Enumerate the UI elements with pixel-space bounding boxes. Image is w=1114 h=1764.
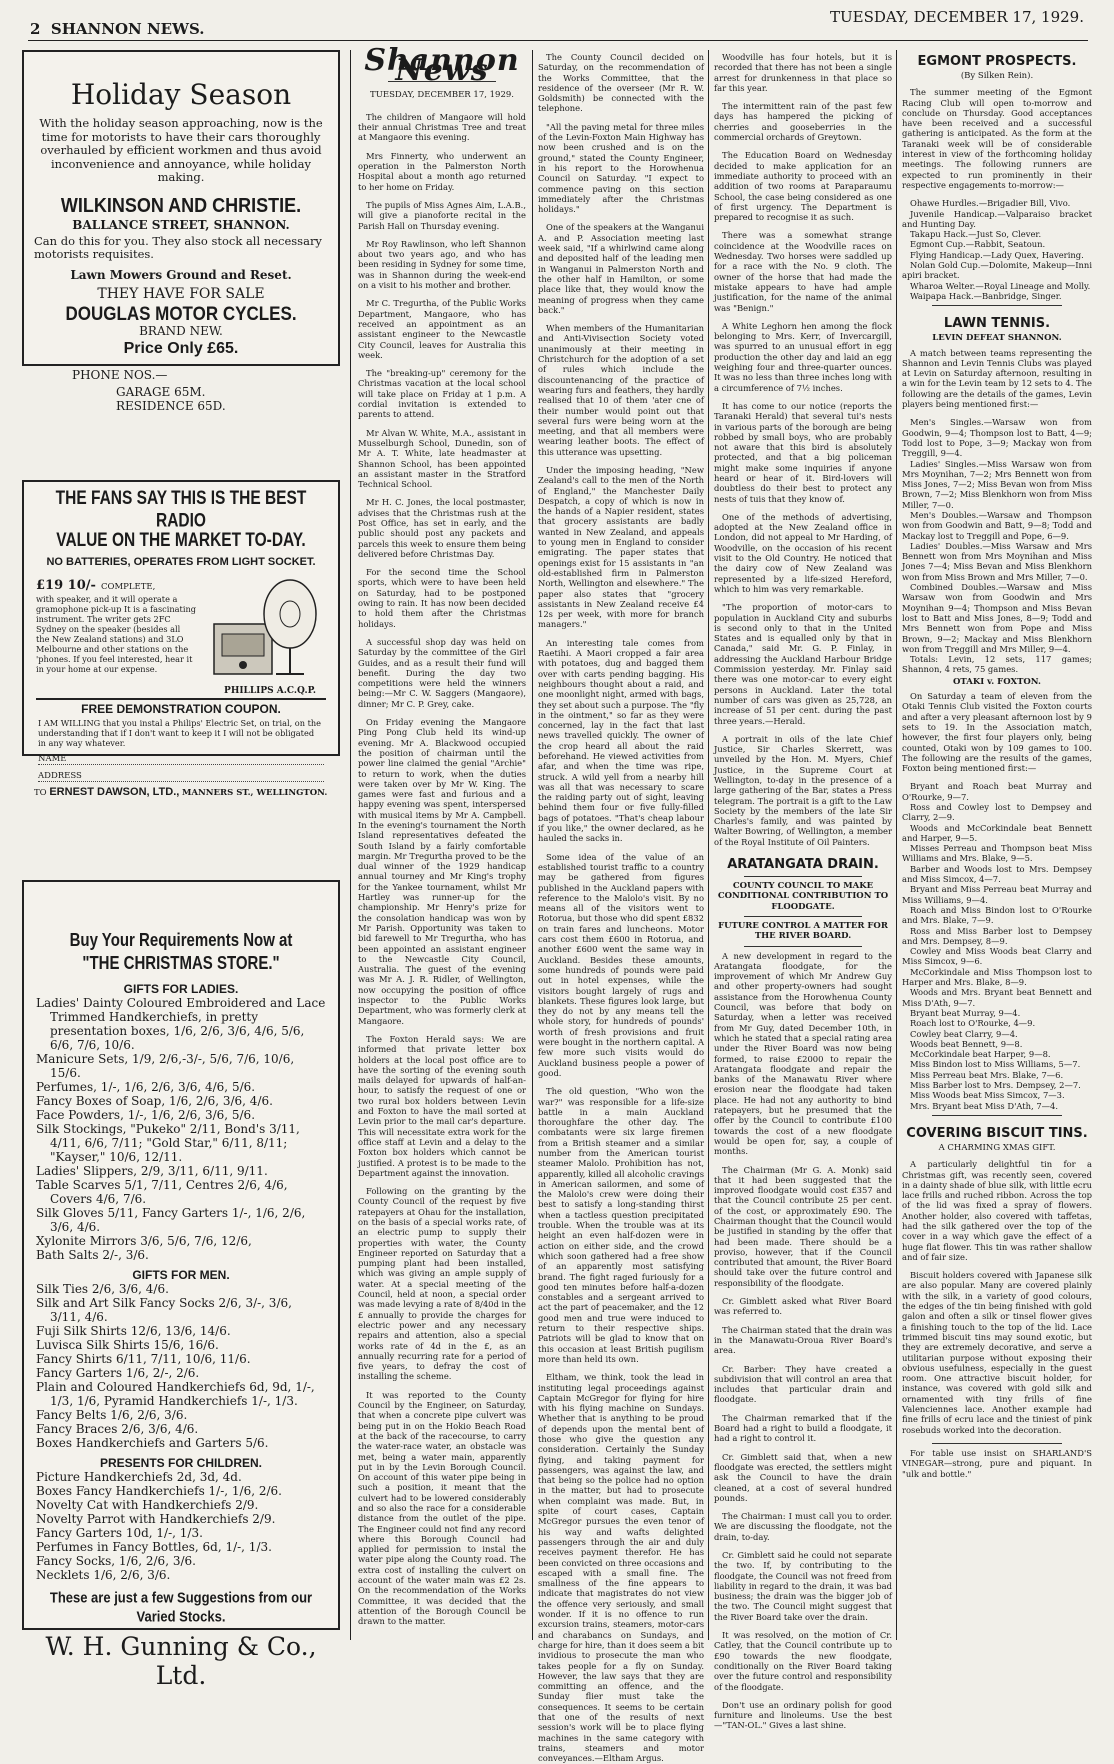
news-paragraph: Eltham, we think, took the lead in instituting legal proceedings against Captain McGregor for flying for hire with his flying machine on Sundays. Whether that is anything to be proud of depends upon the mental bent of those who give the question any consideration. Certainly the Sunday flying, and taking payment for passengers, was against the law, and that being so the police had no option in the matter, but had to prosecute when complaint was made. But, in spite of court cases, Captain McGregor pursues the even tenor of his way and wafts delighted passengers through the air and duly receives payment therefor. He has been convicted on three occasions and escaped with a small fine. The smallness of the fine appears to indicate that magistrates do not view the offence very seriously, and small wonder. If it is no offence to run excursion trains, steamers, motor-cars and charabancs on Sundays, and charge for hire, than it does seem a bit invidious to prosecute the man who takes people for a fly on Sunday. However, the law says that they are committing an offence, and the Sunday flier must take the consequences. It seems to be certain that one of the results of next session's work will be to place flying machines in the same category with trains, steamers and motor conveyances.—Eltham Argus. bbox=[538, 1372, 704, 1764]
otaki-results bbox=[902, 781, 1092, 1111]
news-paragraph: An interesting tale comes from Raetihi. A Maori cropped a fair area with potatoes, dug and bagged them over with carts pending bagging. His neighbours thought about a raid, and one moonlight night, armed with bags, they set about such a purpose. The "fly in the ointment," so far as they were concerned, lay in the fact that last news travelled quickly. The owner of the crop heard all about the raid beforehand. He viewed activities from afar, and when the time was ripe, struck. A wild yell from a nearby hill was all that was necessary to scare the raiding party out of sight, leaving behind them four or five fully-filled bags of potatoes. "That's cheap labour if you like," the owner declared, as he hauled the sacks in. bbox=[538, 637, 704, 844]
gift-item: Fancy Socks, 1/6, 2/6, 3/6. bbox=[36, 1554, 196, 1568]
holiday-firm: WILKINSON AND CHRISTIE. bbox=[60, 192, 302, 216]
gift-item: Xylonite Mirrors 3/6, 5/6, 7/6, 12/6, bbox=[36, 1234, 252, 1248]
column-3-articles bbox=[714, 52, 892, 847]
radio-dial-icon bbox=[239, 661, 247, 669]
gifts-men-list bbox=[36, 1282, 326, 1450]
holiday-phone-label: PHONE NOS.— bbox=[72, 367, 168, 382]
race-item: Ohawe Hurdles.—Brigadier Bill, Vivo. bbox=[910, 198, 1071, 209]
gift-item: Fancy Boxes of Soap, 1/6, 2/6, 3/6, 4/6. bbox=[36, 1094, 273, 1108]
coupon-name-field[interactable]: NAME bbox=[38, 754, 324, 765]
news-column-4 bbox=[902, 52, 1092, 1642]
news-paragraph: The Chairman (Mr G. A. Monk) said that it had been suggested that the improved floodgate would cost £357 and that the Council contribute 25 per cent. of the cost, or approximately £90. The Chairman thought that the Council would be justified in standing by the offer that had been made. There should be a proviso, however, that if the Council contributed that amount, the River Board should take over the future control and responsibility of the floodgate. bbox=[714, 1164, 892, 1288]
aratangata-article bbox=[714, 951, 892, 1692]
tennis-result: Ross and Miss Barber lost to Dempsey and Mrs. Dempsey, 8—9. bbox=[902, 925, 1092, 946]
holiday-season-ad bbox=[22, 50, 340, 413]
gift-item: Necklets 1/6, 2/6, 3/6. bbox=[36, 1568, 171, 1582]
tennis-result: Cowley beat Clarry, 9—4. bbox=[910, 1028, 1018, 1039]
news-paragraph: Cr. Barber: They have created a subdivision that will control an area that includes that particular drain and floodgate. bbox=[714, 1363, 892, 1405]
tennis-result: McCorkindale and Miss Thompson lost to Harper and Mrs. Blake, 8—9. bbox=[902, 966, 1092, 988]
header-rule bbox=[28, 40, 1088, 41]
gifts-ladies-heading: GIFTS FOR LADIES. bbox=[123, 982, 239, 996]
column-rule-1 bbox=[350, 50, 351, 1640]
lawn-tennis-intro: A match between teams representing the Shannon and Levin Tennis Clubs was played at Levin on Saturday afternoon, resulting in a win for the Levin team by 12 sets to 4. The following are the details of the games, Levin players being mentioned first:— bbox=[902, 347, 1092, 410]
news-paragraph: When members of the Humanitarian and Anti-Vivisection Society voted unanimously at their meeting in Christchurch for the adoption of a set of rules which include the discountenancing of the practice of wearing furs and feathers, they hardly realised that 10 of them 'ater cne of their number would point out that several furs were being worn at the meeting, and that all members were wearing leather boots. The effect of this utterance was upsetting. bbox=[538, 323, 704, 457]
race-item: Flying Handicap.—Lady Quex, Havering. bbox=[910, 249, 1084, 260]
news-paragraph: It was resolved, on the motion of Cr. Catley, that the Council contribute up to £90 towards the new floodgate, conditionally on the River Board taking over the future control and responsibility of the floodgate. bbox=[714, 1630, 892, 1692]
news-paragraph: The pupils of Miss Agnes Aim, L.A.B., will give a pianoforte recital in the Parish Hall on Thursday evening. bbox=[358, 199, 526, 231]
holiday-title: Holiday Season bbox=[70, 78, 292, 111]
otaki-foxton-heading: OTAKI v. FOXTON. bbox=[953, 676, 1041, 687]
gift-item: Boxes Handkerchiefs and Garters 5/6. bbox=[36, 1436, 269, 1450]
news-paragraph: A successful shop day was held on Saturday by the committee of the Girl Guides, and as a result their fund will benefit. During the day two competitions were held the winners being:—Mr C. W. Saggers (Mangaore), dinner; Mr C. P. Grey, cake. bbox=[358, 636, 526, 709]
gift-item: Table Scarves 5/1, 7/11, Centres 2/6, 4/6, Covers 4/6, 7/6. bbox=[36, 1178, 288, 1206]
news-paragraph: "All the paving metal for three miles of the Levin-Foxton Main Highway has now been crushed and is on the ground," stated the County Engineer, in his report to the Horowhenua Council on Saturday. "I expect to commence paving on this section immediately after the Christmas holidays." bbox=[538, 121, 704, 215]
tennis-result: Ross and Cowley lost to Dempsey and Clarry, 2—9. bbox=[902, 802, 1092, 823]
news-paragraph: It has come to our notice (reports the Taranaki Herald) that several tui's nests in various parts of the borough are being robbed by small boys, who are probably not aware that this bird is absolutely protected, and that a big policeman might make some inquiries if anyone heard or hear of it. Bird-lovers will doubtless do their best to protect any nests of tuis that they know of. bbox=[714, 400, 892, 504]
gift-item: Perfumes in Fancy Bottles, 6d, 1/-, 1/3. bbox=[36, 1540, 272, 1554]
biscuit-tins-heading: COVERING BISCUIT TINS. bbox=[906, 1125, 1088, 1141]
radio-headline-1: THE FANS SAY THIS IS THE BEST RADIO bbox=[55, 487, 307, 532]
aratangata-subhead-2: FUTURE CONTROL A MATTER FOR THE RIVER BOARD. bbox=[718, 920, 888, 942]
tennis-result: Miss Bindon lost to Miss Williams, 5—7. bbox=[910, 1059, 1081, 1070]
news-paragraph: Following on the granting by the County Council of the request by five ratepayers at Ohau for the installation, on the basis of a special works rate, of an electric pump to supply their properties with water, the County Engineer reported on Saturday that a pumping plant had been installed, which was giving an ample supply of water. At a special meeting of the Council, held at noon, a special order was made levying a rate of 8/40d in the £ annually to provide the charges for electric power and any necessary repairs and attention, also a special works rate of 4d in the £, as an annually recurring rate for a period of five years, to defray the cost of installing the scheme. bbox=[358, 1186, 526, 1382]
otaki-intro: On Saturday a team of eleven from the Otaki Tennis Club visited the Foxton courts and after a very pleasant afternoon lost by 9 sets to 19. In the Association match, however, the first four players only, being counted, Otaki won by 109 games to 100. The following are the results of the games, Foxton being mentioned first:— bbox=[902, 691, 1092, 774]
tennis-result: Combined Doubles.—Warsaw and Miss Warsaw won from Goodwin and Mrs Moynihan 9—4; Thompson and Miss Bevan lost to Batt and Miss Jones, 8—9; Todd and Mrs Bennett won from Pope and Miss Brown, 9—2; Mackay and Miss Blenkhorn won from Treggill and Mrs Miller, 9—4. bbox=[902, 582, 1092, 654]
race-item: Wharoa Welter.—Royal Lineage and Molly. bbox=[910, 280, 1091, 291]
christmas-firm: W. H. Gunning & Co., Ltd. bbox=[45, 1632, 317, 1690]
news-paragraph: "The proportion of motor-cars to population in Auckland City and suburbs is second only to that in the United States and is equalled only by that in Canada," said Mr. G. P. Finlay, in addressing the Auckland Harbour Bridge Commission yesterday. Mr. Finlay said there was one motor-car to every eight persons in Auckland. Later the total number of cars was given as 25,728, an increase of 51 per cent. during the past three years.—Herald. bbox=[714, 602, 892, 726]
tennis-result: Misses Perreau and Thompson beat Miss Williams and Mrs. Blake, 9—5. bbox=[902, 843, 1092, 864]
tennis-result: Bryant and Miss Perreau beat Murray and Miss Williams, 9—4. bbox=[902, 884, 1092, 905]
coupon-address-field[interactable]: ADDRESS bbox=[38, 771, 324, 782]
news-paragraph: A particularly delightful tin for a Christmas gift, was recently seen, covered in a dainty shade of blue silk, with little ecru lace frills and ruched ribbon. Across the top of the lid was fixed a spray of flowers. Another holder, also covered with taffetas, had the silk gathered over the top of the cover in a way which gave the effect of a huge flat flower. This tin was rather shallow and of fair size. bbox=[902, 1159, 1092, 1262]
egmont-intro: The summer meeting of the Egmont Racing Club will open to-morrow and conclude on Thursday. Good acceptances have been received and a successful gathering is anticipated. As the form at the Taranaki week will be of considerable interest in view of the forthcoming holiday meetings. The following runners are expected to run prominently in their respective engagements to-morrow:— bbox=[902, 87, 1092, 190]
gift-item: Fancy Belts 1/6, 2/6, 3/6. bbox=[36, 1408, 188, 1422]
tennis-result: Woods and Mrs. Bryant beat Bennett and Miss D'Ath, 9—7. bbox=[902, 987, 1092, 1008]
gift-item: Silk and Art Silk Fancy Socks 2/6, 3/-, 3/6, 3/11, 4/6. bbox=[36, 1296, 292, 1324]
tennis-result: Ladies' Singles.—Miss Warsaw won from Mrs Moynihan, 7—2; Mrs Bennett won from Miss Jones, 7—2; Miss Bevan won from Miss Brown, 7—2; Miss Blenkhorn won from Miss Miller, 7—0. bbox=[902, 458, 1092, 510]
gift-item: Face Powders, 1/-, 1/6, 2/6, 3/6, 5/6. bbox=[36, 1108, 256, 1122]
lawn-tennis-heading: LAWN TENNIS. bbox=[943, 316, 1051, 332]
radio-brand: PHILLIPS A.C.Q.P. bbox=[224, 686, 316, 696]
tennis-result: Barber and Woods lost to Mrs. Dempsey and Miss Simcox, 4—7. bbox=[902, 863, 1092, 885]
tennis-result: Totals: Levin, 12 sets, 117 games; Shannon, 4 rets, 75 games. bbox=[902, 654, 1092, 675]
gift-item: Fancy Braces 2/6, 3/6, 4/6. bbox=[36, 1422, 199, 1436]
news-paragraph: Some idea of the value of an established tourist traffic to a country may be gathered from figures published in the Auckland papers with reference to the Malolo's visit. By no means all of the visitors went to Rotorua, but those who did spent £832 on train fares and luncheons. Motor cars cost them £600 in Rotorua, and another £600 went the same way in Auckland. Besides these amounts, some hundreds of pounds were paid out in hotel expenses, while the visitors bought largely of rugs and blankets. These figures look large, but they do not by any means tell the whole story, for hundreds of pounds' worth of fresh provisions and fruit were bought in the northern capital. A few more such visits would do Auckland business people a power of good. bbox=[538, 851, 704, 1078]
christmas-tagline-1: These are just a few Suggestions from our bbox=[49, 1588, 313, 1607]
christmas-store-ad bbox=[22, 880, 340, 1690]
holiday-mowers: Lawn Mowers Ground and Reset. bbox=[70, 267, 292, 282]
news-paragraph: One of the speakers at the Wanganui A. and P. Association meeting last week said, "If a whirlwind came along and deposited half of the leading men in Wanganui in Palmerston North and the other half in Hamilton, or some place like that, they would know the meaning of progress when they came back." bbox=[538, 222, 704, 315]
news-paragraph: Under the imposing heading, "New Zealand's call to the men of the North of England," the Manchester Daily Despatch, a copy of which is now in the hands of a Napier resident, states that grocery assistants are badly wanted in New Zealand, and appeals to young men in England to consider emigrating. The paper states that openings exist for 15 assistants in "an old-established firm in Palmerston North, Wellington and elsewhere." The paper also states that "grocery assistants in New Zealand receive £4 12s per week, with more for branch managers." bbox=[538, 464, 704, 630]
header-date: TUESDAY, DECEMBER 17, 1929. bbox=[830, 8, 1084, 26]
holiday-residence: RESIDENCE 65D. bbox=[116, 398, 226, 413]
tennis-result: Roach and Miss Bindon lost to O'Rourke and Mrs. Blake, 7—9. bbox=[902, 904, 1092, 926]
race-item: Juvenile Handicap.—Valparaiso bracket and Hunting Day. bbox=[902, 208, 1092, 229]
news-paragraph: Biscuit holders covered with Japanese silk are also popular. Many are covered plainly with the silk, in a variety of good colours, the edges of the tin being finished with gold galon and often a silk or tinsel flower gives a finishing touch to the top of the lid. Lace trimmed biscuit tins may sound exotic, but they are extremely decorative, and serve a utilitarian purpose without exposing their obvious usefulness, especially in the guest room. One attractive biscuit holder, for instance, was covered with gold silk and ornamented with tiny frills of fine Valenciennes lace. Another example had fine frills of ecru lace and the tiniest of pink rosebuds worked into the decoration. bbox=[902, 1270, 1092, 1435]
gift-item: Plain and Coloured Handkerchiefs 6d, 9d, 1/-, 1/3, 1/6, Pyramid Handkerchiefs 1/-, 1/3. bbox=[36, 1380, 315, 1408]
radio-body: with speaker, and it will operate a gramophone pick-up It is a fascinating instrument. The writer gets 2FC Sydney on the speaker (besides all the New Zealand stations) and 3LO Melbourne and other stations on the 'phones. If you feel interested, hear it in your home at our expense. bbox=[36, 594, 196, 674]
tennis-result: Men's Doubles.—Warsaw and Thompson won from Goodwin and Batt, 9—8; Todd and Mackay lost to Treggill and Pope, 6—9. bbox=[902, 509, 1092, 541]
gift-item: Silk Stockings, "Pukeko" 2/11, Bond's 3/11, 4/11, 6/6, 7/11; "Gold Star," 6/11, 8/11; "Kayser," 10/6, 12/11. bbox=[36, 1122, 300, 1164]
column-1-articles bbox=[358, 112, 526, 1627]
gift-item: Bath Salts 2/-, 3/6. bbox=[36, 1248, 149, 1262]
news-paragraph: A new development in regard to the Aratangata floodgate, for the improvement of which Mr Andrew Guy and other property-owners had sought assistance from the Horowhenua County Council, was before that body on Saturday, when a letter was received from Mr Guy, dated December 10th, in which he stated that a special rating area under the River Board was now being formed, to raise £2000 to repair the Aratangata floodgate and repair the banks of the Manawatu River where erosion near the floodgate had taken place. He had not any authority to bind ratepayers, but he presumed that the offer by the Council to contribute £100 towards the cost of a new floodgate would be open for, say, a couple of months. bbox=[714, 950, 892, 1157]
tennis-result: Roach lost to O'Rourke, 4—9. bbox=[910, 1018, 1036, 1029]
holiday-cycles: DOUGLAS MOTOR CYCLES. bbox=[65, 302, 297, 324]
column-2-articles bbox=[538, 52, 704, 1764]
news-paragraph: The old question, "Who won the war?" was responsible for a life-size battle in a main Auckland thoroughfare the other day. The combatants were six large firemen from a British steamer and a similar number from the American tourist steamer Malolo. Prohibition has not, apparently, killed all alcoholic cravings in American sailormen, and some of the Malolo's crew were doing their best to satisfy a long-standing thirst when a tactless question precipitated trouble. When the trouble was at its height an even half-dozen were in action on either side, and the crowd which soon gathered had a free show of an apparently most satisfying brand. The fight raged furiously for a good ten minutes before half-a-dozen constables and a sergeant arrived to act the part of peacemaker, and the 12 good men and true were induced to return to their respective ships. Patriots will be glad to know that on this occasion at least British pugilism more than held its own. bbox=[538, 1086, 704, 1364]
news-paragraph: There was a somewhat strange coincidence at the Woodville races on Wednesday. Two horses were saddled up for a race with the No. 9 cloth. The owner of the horse that had made the mistake appears to have had ample justification, for the name of the animal was "Benign." bbox=[714, 230, 892, 313]
gifts-children-list bbox=[36, 1470, 326, 1582]
gift-item: Fuji Silk Shirts 12/6, 13/6, 14/6. bbox=[36, 1324, 231, 1338]
tennis-result: Bryant and Roach beat Murray and O'Rourke, 9—7. bbox=[902, 781, 1092, 802]
news-paragraph: For the second time the School sports, which were to have been held on Saturday, had to be postponed owing to rain. It has now been decided to hold them after the Christmas holidays. bbox=[358, 567, 526, 629]
gift-item: Picture Handkerchiefs 2d, 3d, 4d. bbox=[36, 1470, 242, 1484]
news-paragraph: Mrs Finnerty, who underwent an operation in the Palmerston North Hospital about a month ago returned to her home on Friday. bbox=[358, 150, 526, 192]
radio-ad bbox=[22, 480, 340, 798]
tennis-result: Men's Singles.—Warsaw won from Goodwin, 9—4; Thompson lost to Batt, 4—9; Todd lost to Pope, 3—9; Mackay won from Treggill, 9—4. bbox=[902, 417, 1092, 459]
gift-item: Fancy Shirts 6/11, 7/11, 10/6, 11/6. bbox=[36, 1352, 251, 1366]
news-paragraph: The children of Mangaore will hold their annual Christmas Tree and treat at Mangaore this evening. bbox=[358, 111, 526, 143]
christmas-title-1: Buy Your Requirements Now at bbox=[69, 930, 293, 951]
news-paragraph: It was reported to the County Council by the Engineer, on Saturday, that when a concrete pipe culvert was being put in on the Hokio Beach Road at the back of the racecourse, to carry the water-race water, an obstacle was met, being a water main, apparently put in by the Levin Borough Council. On account of this water pipe being in such a position, it meant that the culvert had to be lowered considerably and so also the race for a considerable distance from the outlet of the pipe. The Engineer could not find any record where this Borough Council had applied for permission to instal the water pipe along the County road. The extra cost of installing the culvert on account of the water main was £2 2s. On the recommendation of the Works Committee, it was decided that the attention of the Borough Council be drawn to the matter. bbox=[358, 1389, 526, 1627]
column-rule-3 bbox=[708, 50, 709, 1640]
biscuit-tins-subhead: A CHARMING XMAS GIFT. bbox=[938, 1142, 1056, 1153]
tennis-result: Woods beat Bennett, 9—8. bbox=[910, 1038, 1023, 1049]
news-paragraph: Cr. Gimblett said he could not separate the two. If, by contributing to the floodgate, the Council was not freed from liability in regard to the drain, it was bad business; the drain was the bigger job of the two. The Council might suggest that the River Board take over the drain. bbox=[714, 1550, 892, 1622]
tennis-result: McCorkindale beat Harper, 9—8. bbox=[910, 1049, 1051, 1060]
gifts-ladies-list bbox=[36, 996, 326, 1262]
news-paragraph: The "breaking-up" ceremony for the Christmas vacation at the local school will take place on Friday at 1 p.m. A cordial invitation is extended to parents to attend. bbox=[358, 368, 526, 420]
gift-item: Ladies' Slippers, 2/9, 3/11, 6/11, 9/11. bbox=[36, 1164, 268, 1178]
tennis-result: Mrs. Bryant beat Miss D'Ath, 7—4. bbox=[910, 1100, 1059, 1111]
radio-headline-2: VALUE ON THE MARKET TO-DAY. bbox=[56, 529, 306, 551]
holiday-sale: THEY HAVE FOR SALE bbox=[97, 285, 265, 302]
race-item: Takapu Hack.—Just So, Clever. bbox=[910, 229, 1042, 240]
news-paragraph: The County Council decided on Saturday, on the recommendation of the Works Committee, that the residence of the overseer (Mr R. W. Goldsmith) be connected with the telephone. bbox=[538, 52, 704, 114]
news-paragraph: The intermittent rain of the past few days has hampered the picking of cherries and gooseberries in the commercial orchards of Greytown. bbox=[714, 101, 892, 143]
race-item: Waipapa Hack.—Banbridge, Singer. bbox=[910, 290, 1062, 301]
gift-item: Silk Gloves 5/11, Fancy Garters 1/-, 1/6, 2/6, 3/6, 4/6. bbox=[36, 1206, 306, 1234]
gift-item: Novelty Cat with Handkerchiefs 2/9. bbox=[36, 1498, 259, 1512]
radio-subhead: NO BATTERIES, OPERATES FROM LIGHT SOCKET. bbox=[46, 556, 316, 568]
news-paragraph: Mr H. C. Jones, the local postmaster, advises that the Christmas rush at the Post Office, has set in early, and the public should post any packets and parcels this week to ensure them being delivered before Christmas Day. bbox=[358, 497, 526, 559]
news-paragraph: The Foxton Herald says: We are informed that private letter box holders at the local post office are to have the sorting of the evening south mails delayed for upwards of half-an-hour, to satisfy the request of one or two rural box holders between Levin and Foxton to have the mail sorted at Levin prior to the mail car's departure. This will necessitate extra work for the office staff at Levin and a delay to the Foxton box holders which cannot be justified. A protest is to be made to the Department against the innovation. bbox=[358, 1033, 526, 1178]
news-paragraph: Mr Roy Rawlinson, who left Shannon about two years ago, and who has been residing in Sydney for some time, was in Shannon during the week-end on a visit to his mother and brother. bbox=[358, 238, 526, 291]
page-number-and-title: 2 SHANNON NEWS. bbox=[30, 20, 205, 38]
christmas-tagline-2: Varied Stocks. bbox=[136, 1607, 226, 1626]
holiday-garage: GARAGE 65M. bbox=[116, 384, 206, 399]
news-paragraph: A portrait in oils of the late Chief Justice, Sir Charles Skerrett, was unveiled by the Hon. M. Myers, Chief Justice, in the Supreme Court at Wellington, to-day in the presence of a large gathering of the Bar, states a Press telegram. The portrait is a gift to the Law Society by the members of the late Sir Charles's family, and was painted by Walter Bowring, of Wellington, a member of the Royal Institute of Oil Painters. bbox=[714, 733, 892, 847]
egmont-byline: (By Silken Rein). bbox=[960, 71, 1034, 81]
news-paragraph: A White Leghorn hen among the flock belonging to Mrs. Kerr, of Invercargill, was spurred to an unusual effort in egg production the other day and laid an egg weighing four and three-quarter ounces. It was no less than three inches long with a circumference of 7½ inches. bbox=[714, 320, 892, 393]
lawn-tennis-results bbox=[902, 417, 1092, 674]
gift-item: Novelty Parrot with Handkerchiefs 2/9. bbox=[36, 1512, 276, 1526]
news-paragraph: The Chairman remarked that if the Board had a right to build a floodgate, it had a right to control it. bbox=[714, 1412, 892, 1444]
news-column-3 bbox=[714, 52, 892, 1731]
tennis-result: Miss Barber lost to Mrs. Dempsey, 2—7. bbox=[910, 1080, 1081, 1091]
radio-set-illustration bbox=[206, 574, 326, 682]
speaker-icon bbox=[264, 580, 316, 648]
page-header bbox=[0, 6, 1114, 40]
tennis-result: Woods and McCorkindale beat Bennett and Harper, 9—5. bbox=[902, 822, 1092, 843]
tennis-result: Miss Perreau beat Mrs. Blake, 7—6. bbox=[910, 1069, 1064, 1080]
radio-complete: COMPLETE, bbox=[101, 582, 156, 592]
egmont-prospects-heading: EGMONT PROSPECTS. bbox=[917, 54, 1077, 69]
tennis-result: Miss Woods beat Miss Simcox, 7—3. bbox=[910, 1090, 1065, 1101]
masthead: Shannon News bbox=[364, 43, 520, 89]
gift-item: Fancy Garters 10d, 1/-, 1/3. bbox=[36, 1526, 203, 1540]
sharland-vinegar-notice: For table use insist on SHARLAND'S VINEGAR—strong, pure and piquant. In "ulk and bottle." bbox=[902, 1447, 1092, 1479]
holiday-body: With the holiday season approaching, now is the time for motorists to have their cars thoroughly overhauled by efficient workmen and thus avoid inconvenience and annoyance, while holiday making. bbox=[39, 116, 323, 184]
gift-item: Boxes Fancy Handkerchiefs 1/-, 1/6, 2/6. bbox=[36, 1484, 282, 1498]
tennis-result: Bryant beat Murray, 9—4. bbox=[910, 1007, 1021, 1018]
news-paragraph: Woodville has four hotels, but it is recorded that there has not been a single arrest for drunkenness in that place so far this year. bbox=[714, 52, 892, 93]
gift-item: Ladies' Dainty Coloured Embroidered and Lace Trimmed Handkerchiefs, in pretty presentation boxes, 1/6, 2/6, 3/6, 4/6, 5/6, 6/6, 7/6, 10/6. bbox=[36, 996, 326, 1052]
aratangata-drain-heading: ARATANGATA DRAIN. bbox=[727, 857, 879, 873]
gift-item: Luvisca Silk Shirts 15/6, 16/6. bbox=[36, 1338, 219, 1352]
egmont-list bbox=[902, 198, 1092, 301]
news-paragraph: The Education Board on Wednesday decided to make application for an immediate authority to proceed with an addition of two rooms at Paraparaumu School, the case being considered as one of first urgency. The Department is prepared to recognise it as such. bbox=[714, 150, 892, 223]
news-paragraph: One of the methods of advertising, adopted at the New Zealand office in London, did not appeal to Mr Harding, of Woodville, on the occasion of his recent visit to the Old Country. He noticed that the dairy cow of New Zealand was represented by a life-sized Hereford, which to him was very remarkable. bbox=[714, 511, 892, 594]
column-date: TUESDAY, DECEMBER 17, 1929. bbox=[370, 89, 514, 100]
gifts-children-heading: PRESENTS FOR CHILDREN. bbox=[99, 1456, 262, 1470]
news-column-2 bbox=[538, 52, 704, 1764]
gift-item: Silk Ties 2/6, 3/6, 4/6. bbox=[36, 1282, 169, 1296]
radio-coupon-text: I AM WILLING that you instal a Philips' Electric Set, on trial, on the understanding that if I don't want to keep it I will not be obligated in any way whatever. bbox=[38, 718, 322, 748]
column-rule-4 bbox=[896, 50, 897, 1640]
lawn-tennis-subhead: LEVIN DEFEAT SHANNON. bbox=[932, 333, 1062, 344]
gift-item: Manicure Sets, 1/9, 2/6,-3/-, 5/6, 7/6, 10/6, 15/6. bbox=[36, 1052, 295, 1080]
tennis-result: Cowley and Miss Woods beat Clarry and Miss Simcox, 9—6. bbox=[902, 946, 1092, 967]
holiday-line2: Can do this for you. They also stock all necessary motorists requisites. bbox=[34, 233, 322, 261]
tan-ol-notice: Don't use an ordinary polish for good furniture and linoleums. Use the best—"TAN-OL." Gives a last shine. bbox=[714, 1699, 892, 1731]
biscuit-tins-article bbox=[902, 1159, 1092, 1435]
gift-item: Perfumes, 1/-, 1/6, 2/6, 3/6, 4/6, 5/6. bbox=[36, 1080, 256, 1094]
race-item: Nolan Gold Cup.—Dolomite, Makeup—Inni apiri bracket. bbox=[902, 260, 1092, 281]
gift-item: Fancy Garters 1/6, 2/-, 2/6. bbox=[36, 1366, 200, 1380]
column-rule-2 bbox=[532, 50, 533, 1640]
news-paragraph: The Chairman stated that the drain was in the Manawatu-Oroua River Board's area. bbox=[714, 1324, 892, 1356]
news-column-1 bbox=[358, 43, 526, 1642]
holiday-street: BALLANCE STREET, SHANNON. bbox=[72, 217, 290, 232]
radio-price: £19 10/- bbox=[36, 578, 96, 593]
news-paragraph: Mr Alvan W. White, M.A., assistant in Musselburgh School, Dunedin, son of Mr A. T. White, late headmaster at Shannon School, has been appointed an assistant master in the Stratford Technical School. bbox=[358, 427, 526, 490]
news-paragraph: Cr. Gimblett said that, when a new floodgate was erected, the settlers might ask the Council to have the drain cleaned, at a cost of several hundred pounds. bbox=[714, 1451, 892, 1503]
radio-dealer-line: TO ERNEST DAWSON, LTD., MANNERS ST., WELLINGTON. bbox=[34, 786, 328, 798]
race-item: Egmont Cup.—Rabbit, Seatoun. bbox=[910, 239, 1046, 250]
tennis-result: Ladies' Doubles.—Miss Warsaw and Mrs Bennett won from Mrs Moynihan and Miss Jones 7—4; Miss Bevan and Miss Blenkhorn won from Miss Brown and Mrs Miller, 7—0. bbox=[902, 540, 1092, 582]
news-paragraph: Mr C. Tregurtha, of the Public Works Department, Mangaore, who has received an appointment as an assistant engineer to the Newcastle City Council, leaves for Australia this week. bbox=[358, 298, 526, 360]
aratangata-subhead-1: COUNTY COUNCIL TO MAKE CONDITIONAL CONTRIBUTION TO FLOODGATE. bbox=[717, 881, 889, 912]
news-paragraph: On Friday evening the Mangaore Ping Pong Club held its wind-up evening. Mr A. Blackwood occupied the position of chairman until the power line claimed the genial "Archie" to return to work, when the duties were taken over by Mr W. King. The games were fast and furious and a happy evening was spent, interspersed with musical items by Mr A. Campbell. In the evening's tournament the North Island representatives defeated the South Island by a fairly comfortable margin. Mr Tregurtha proved to be the dual winner of the 1929 handicap annual tourney and Mr King's trophy for the Yankee tournament, whilst Mr Hartley was runner-up for the championship. Mr Henry's prize for the consolation handicap was won by Mr Parish. Opportunity was taken to bid farewell to Mr Tregurtha, who has been appointed an assistant engineer to the Newcastle City Council, Australia. The guest of the evening was Mr A. J. R. Ridler, of Wellington, now occupying the position of office inspector to the Public Works Department, who was formerly clerk at Mangaore. bbox=[358, 717, 526, 1026]
gifts-men-heading: GIFTS FOR MEN. bbox=[132, 1268, 230, 1282]
christmas-title-2: "THE CHRISTMAS STORE." bbox=[82, 953, 280, 974]
holiday-price: Price Only £65. bbox=[123, 339, 239, 357]
news-paragraph: Cr. Gimblett asked what River Board was referred to. bbox=[714, 1296, 892, 1317]
radio-coupon-title: FREE DEMONSTRATION COUPON. bbox=[81, 702, 281, 716]
holiday-new: BRAND NEW. bbox=[139, 323, 223, 338]
news-paragraph: The Chairman: I must call you to order. We are discussing the floodgate, not the drain, to-day. bbox=[714, 1511, 892, 1542]
